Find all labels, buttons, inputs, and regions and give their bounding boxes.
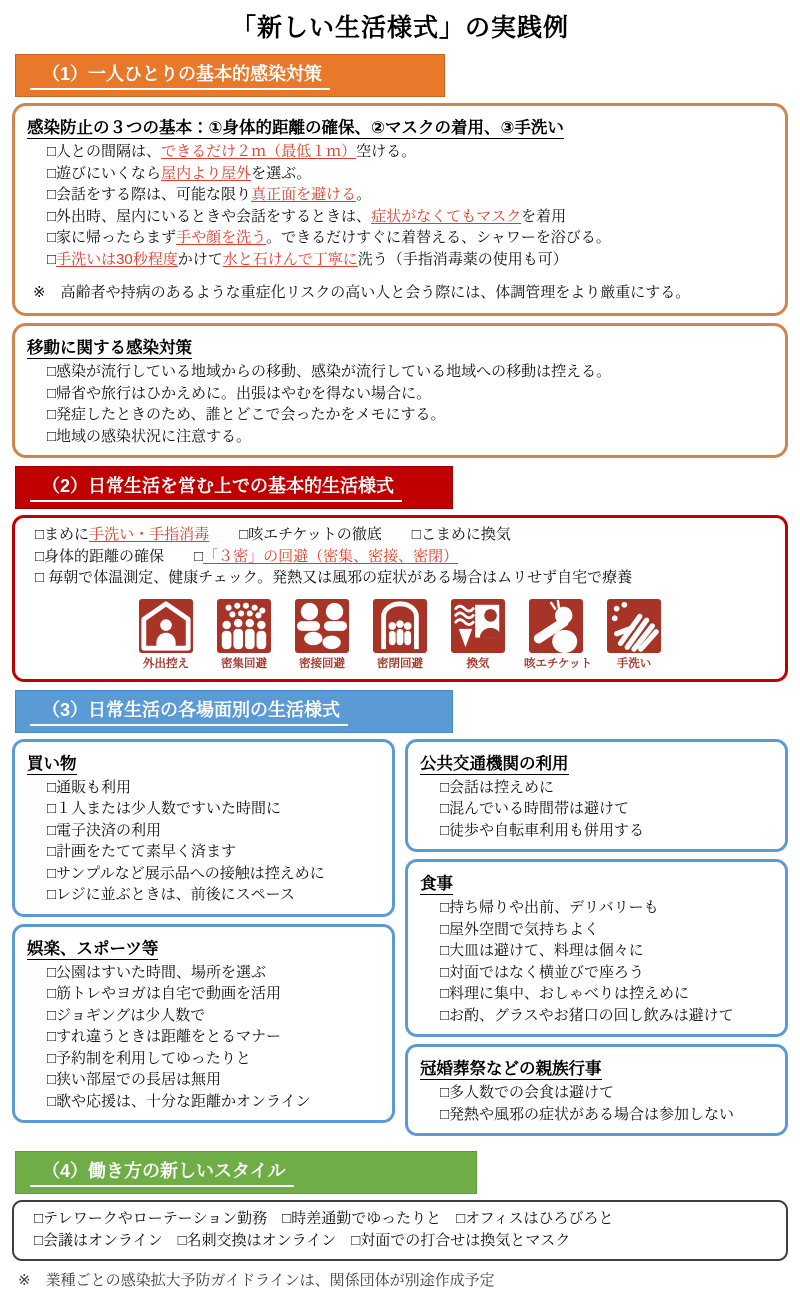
checklist-item: □遊びにいくなら屋内より屋外を選ぶ。: [47, 164, 312, 182]
checklist-item: □持ち帰りや出前、デリバリーも: [440, 899, 659, 916]
page-title: 「新しい生活様式」の実践例: [230, 14, 569, 42]
checklist-item: □感染が流行している地域からの移動、感染が流行している地域への移動は控える。: [47, 363, 612, 380]
checklist-item: □会議はオンライン □名刺交換はオンライン □対面での打合せは換気とマスク: [34, 1231, 571, 1249]
checklist-item: □予約制を利用してゆったりと: [47, 1049, 251, 1067]
travel-checklist: [47, 361, 773, 447]
shopping-checklist: [47, 777, 380, 906]
checklist-item: □ジョギングは少人数で: [47, 1006, 206, 1024]
checklist-item: □お酌、グラスやお猪口の回し飲みは避けて: [440, 1006, 734, 1024]
checklist-item: □通販も利用: [47, 778, 132, 796]
icon-label: 外出控え: [143, 657, 189, 670]
document: [12, 8, 788, 1290]
travel-box-title: 移動に関する感染対策: [27, 339, 192, 357]
transport-checklist: [440, 777, 773, 842]
dining-checklist: [440, 897, 773, 1026]
section2-band-label: （2）日常生活を営む上での基本的生活様式: [30, 472, 402, 502]
stay-home-icon: [134, 599, 198, 653]
icon-label: 密集回避: [221, 657, 267, 670]
checklist-item: □電子決済の利用: [47, 821, 162, 839]
shopping-box-title: 買い物: [27, 754, 77, 773]
checklist-item: □サンプルなど展示品への接触は控えめに: [47, 864, 325, 882]
checklist-item: □公園はすいた時間、場所を選ぶ: [47, 963, 267, 981]
checklist-item: □人との間隔は、できるだけ２ｍ（最低１ｍ）空ける。: [47, 143, 417, 160]
checklist-item: □発症したときのため、誰とどこで会ったかをメモにする。: [47, 406, 446, 423]
pictogram-hand-washing: [602, 599, 666, 671]
section1-band-label: （1）一人ひとりの基本的感染対策: [30, 60, 330, 90]
transport-box: [405, 739, 788, 853]
checklist-item: □対面ではなく横並びで座ろう: [440, 963, 645, 981]
icon-label: 咳エチケット: [524, 657, 592, 670]
section3-band-label: （3）日常生活の各場面別の生活様式: [30, 696, 348, 726]
checklist-item: □レジに並ぶときは、前後にスペース: [47, 886, 295, 903]
basics-checklist: [47, 141, 773, 270]
family-events-box-title: 冠婚葬祭などの親族行事: [420, 1060, 602, 1078]
entertainment-box: [12, 924, 395, 1124]
daily-box: [12, 515, 788, 682]
scene-columns: [12, 739, 788, 1144]
section3-band: [15, 690, 453, 733]
daily-checklist: [35, 524, 773, 589]
family-events-box: [405, 1044, 788, 1136]
icon-label: 密閉回避: [377, 657, 423, 670]
ventilation-icon: [446, 599, 510, 653]
checklist-item: □すれ違うときは距離をとるマナー: [47, 1028, 282, 1045]
basics-box: [12, 103, 788, 316]
shopping-box: [12, 739, 395, 917]
cough-etiquette-icon: [524, 599, 588, 653]
travel-box: [12, 323, 788, 458]
basics-note: ※ 高齢者や持病のあるような重症化リスクの高い人と会う際には、体調管理をより厳重にする。: [33, 284, 691, 301]
section1-band: [15, 54, 445, 97]
checklist-item: □帰省や旅行はひかえめに。出張はやむを得ない場合に。: [47, 384, 432, 402]
checklist-item: □家に帰ったらまず手や顔を洗う。できるだけすぐに着替える、シャワーを浴びる。: [47, 229, 611, 246]
basics-box-title: 感染防止の３つの基本：①身体的距離の確保、②マスクの着用、③手洗い: [27, 119, 564, 137]
footnote: ※ 業種ごとの感染拡大予防ガイドラインは、関係団体が別途作成予定: [18, 1272, 495, 1289]
entertainment-checklist: [47, 962, 380, 1113]
checklist-item: □手洗いは30秒程度かけて水と石けんで丁寧に洗う（手指消毒薬の使用も可）: [47, 250, 568, 268]
checklist-item: □会話をする際は、可能な限り真正面を避ける。: [47, 186, 372, 203]
pictogram-stay-home: [134, 599, 198, 671]
avoid-closed-spaces-icon: [368, 599, 432, 653]
checklist-item: □多人数での会食は避けて: [440, 1084, 615, 1101]
checklist-item: □１人または少人数ですいた時間に: [47, 800, 282, 817]
pictogram-row: [27, 599, 773, 671]
checklist-item: □発熱や風邪の症状がある場合は参加しない: [440, 1105, 735, 1123]
family-events-checklist: [440, 1082, 773, 1125]
workstyle-box: [12, 1200, 788, 1261]
checklist-item: □料理に集中、おしゃべりは控えめに: [440, 985, 690, 1002]
avoid-close-contact-icon: [290, 599, 354, 653]
pictogram-avoid-crowds: [212, 599, 276, 671]
pictogram-avoid-close-contact: [290, 599, 354, 671]
pictogram-ventilation: [446, 599, 510, 671]
checklist-item: □徒歩や自転車利用も併用する: [440, 821, 645, 839]
workstyle-checklist: [34, 1208, 774, 1251]
icon-label: 手洗い: [616, 657, 652, 670]
checklist-item: □まめに手洗い・手指消毒 □咳エチケットの徹底 □こまめに換気: [35, 526, 511, 543]
checklist-item: □混んでいる時間帯は避けて: [440, 800, 630, 817]
pictogram-cough-etiquette: [524, 599, 592, 671]
checklist-item: □地域の感染状況に注意する。: [47, 427, 252, 445]
dining-box-title: 食事: [420, 875, 453, 893]
checklist-item: □大皿は避けて、料理は個々に: [440, 942, 644, 959]
checklist-item: □屋外空間で気持ちよく: [440, 920, 600, 938]
section4-band: [15, 1151, 477, 1194]
pictogram-avoid-closed-spaces: [368, 599, 432, 671]
checklist-item: □計画をたてて素早く済ます: [47, 843, 237, 860]
checklist-item: □歌や応援は、十分な距離かオンライン: [47, 1092, 311, 1110]
section4-band-label: （4）働き方の新しいスタイル: [30, 1157, 294, 1187]
icon-label: 換気: [466, 657, 490, 670]
checklist-item: □筋トレやヨガは自宅で動画を活用: [47, 985, 282, 1002]
icon-label: 密接回避: [299, 657, 345, 670]
entertainment-box-title: 娯楽、スポーツ等: [27, 939, 159, 958]
transport-box-title: 公共交通機関の利用: [420, 754, 569, 773]
avoid-crowds-icon: [212, 599, 276, 653]
scene-column-right: [405, 739, 788, 1144]
checklist-item: □テレワークやローテーション勤務 □時差通勤でゆったりと □オフィスはひろびろと: [34, 1210, 614, 1227]
checklist-item: □ 毎朝で体温測定、健康チェック。発熱又は風邪の症状がある場合はムリせず自宅で療養: [35, 569, 633, 586]
dining-box: [405, 859, 788, 1037]
checklist-item: □会話は控えめに: [440, 778, 555, 796]
scene-column-left: [12, 739, 395, 1144]
hand-washing-icon: [602, 599, 666, 653]
section2-band: [15, 466, 453, 509]
checklist-item: □身体的距離の確保 □「３密」の回避（密集、密接、密閉）: [35, 547, 459, 565]
checklist-item: □外出時、屋内にいるときや会話をするときは、症状がなくてもマスクを着用: [47, 207, 567, 225]
checklist-item: □狭い部屋での長居は無用: [47, 1071, 222, 1088]
